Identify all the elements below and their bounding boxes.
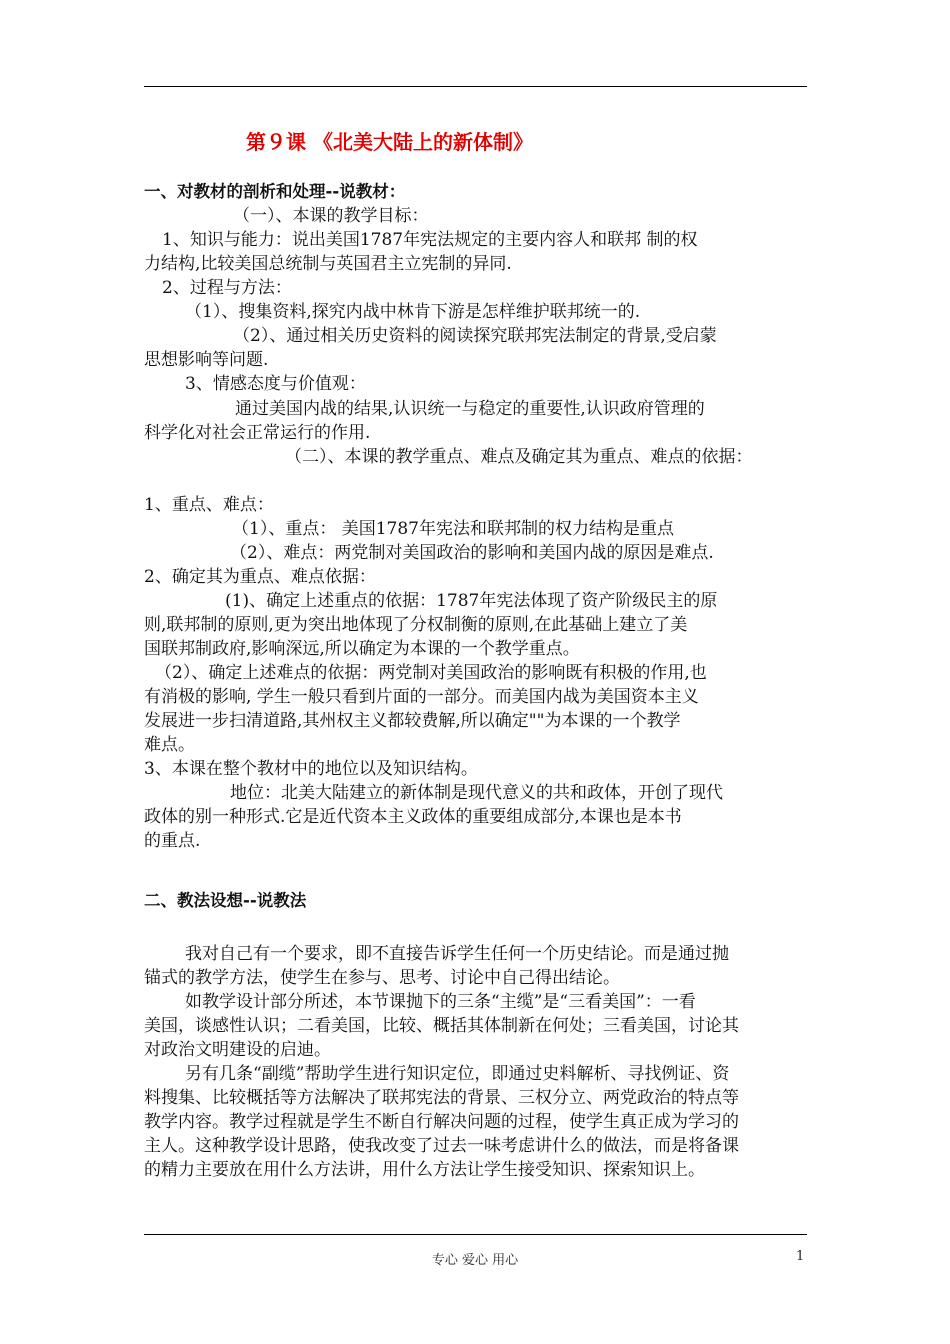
text-line: 政体的别一种形式.它是近代资本主义政体的重要组成部分,本课也是本书 — [144, 807, 682, 827]
text-line: 有消极的影响, 学生一般只看到片面的一部分。而美国内战为美国资本主义 — [144, 687, 699, 707]
text-line: 料搜集、比较概括等方法解决了联邦宪法的背景、三权分立、两党政治的特点等 — [144, 1088, 739, 1108]
text-line: （1）、搜集资料,探究内战中林肯下游是怎样维护联邦统一的. — [185, 302, 641, 322]
text-line: 国联邦制政府,影响深远,所以确定为本课的一个教学重点。 — [144, 639, 580, 659]
header-rule — [144, 86, 807, 87]
text-line: 力结构,比较美国总统制与英国君主立宪制的异同. — [144, 254, 512, 274]
text-line: 1、重点、难点： — [144, 495, 274, 515]
section-heading: 一、对教材的剖析和处理--说教材： — [144, 182, 406, 201]
text-line: 2、过程与方法： — [162, 278, 292, 298]
text-line: 则,联邦制的原则,更为突出地体现了分权制衡的原则,在此基础上建立了美 — [144, 615, 688, 635]
text-line: 锚式的教学方法，使学生在参与、思考、讨论中自己得出结论。 — [144, 968, 620, 988]
text-line: 美国，谈感性认识；二看美国，比较、概括其体制新在何处；三看美国，讨论其 — [144, 1016, 739, 1036]
footer-rule — [144, 1234, 807, 1235]
text-line: （二）、本课的教学重点、难点及确定其为重点、难点的依据： — [285, 447, 753, 467]
text-line: 2、确定其为重点、难点依据： — [144, 567, 376, 587]
text-line: 通过美国内战的结果,认识统一与稳定的重要性,认识政府管理的 — [235, 399, 705, 419]
text-line: 另有几条“副缆”帮助学生进行知识定位，即通过史料解析、寻找例证、资 — [185, 1064, 730, 1084]
text-line: （2）、难点：两党制对美国政治的影响和美国内战的原因是难点. — [230, 543, 714, 563]
section-heading: 二、教法设想--说教法 — [144, 891, 307, 910]
text-line: 的重点. — [144, 831, 201, 851]
lesson-title: 第９课 《北美大陆上的新体制》 — [246, 130, 533, 154]
text-line: 思想影响等问题. — [144, 350, 269, 370]
text-line: 地位：北美大陆建立的新体制是现代意义的共和政体，开创了现代 — [230, 783, 723, 803]
text-line: 3、本课在整个教材中的地位以及知识结构。 — [144, 759, 478, 779]
text-line: 如教学设计部分所述，本节课抛下的三条“主缆”是“三看美国”：一看 — [185, 992, 696, 1012]
text-line: 3、情感态度与价值观： — [185, 374, 366, 394]
text-line: 主人。这种教学设计思路，使我改变了过去一味考虑讲什么的做法，而是将备课 — [144, 1136, 739, 1156]
text-line: 对政治文明建设的启迪。 — [144, 1040, 331, 1060]
text-line: 的精力主要放在用什么方法讲，用什么方法让学生接受知识、探索知识上。 — [144, 1160, 705, 1180]
text-line: 我对自己有一个要求，即不直接告诉学生任何一个历史结论。而是通过抛 — [185, 944, 729, 964]
text-line: 发展进一步扫清道路,其州权主义都较费解,所以确定""为本课的一个教学 — [144, 711, 681, 731]
text-line: 1、知识与能力：说出美国1787年宪法规定的主要内容人和联邦 制的权 — [162, 230, 698, 250]
text-line: （1）、重点： 美国1787年宪法和联邦制的权力结构是重点 — [232, 519, 674, 539]
text-line: （2）、确定上述难点的依据：两党制对美国政治的影响既有积极的作用,也 — [155, 663, 707, 683]
text-line: 科学化对社会正常运行的作用. — [144, 423, 371, 443]
text-line: （2）、通过相关历史资料的阅读探究联邦宪法制定的背景,受启蒙 — [233, 326, 717, 346]
footer-motto: 专心 爱心 用心 — [431, 1253, 519, 1268]
page-number: 1 — [796, 1249, 805, 1264]
text-line: (1)、确定上述重点的依据：1787年宪法体现了资产阶级民主的原 — [225, 591, 718, 611]
text-line: 教学内容。教学过程就是学生不断自行解决问题的过程，使学生真正成为学习的 — [144, 1112, 739, 1132]
text-line: （一）、本课的教学目标： — [233, 206, 429, 226]
text-line: 难点。 — [144, 735, 195, 755]
